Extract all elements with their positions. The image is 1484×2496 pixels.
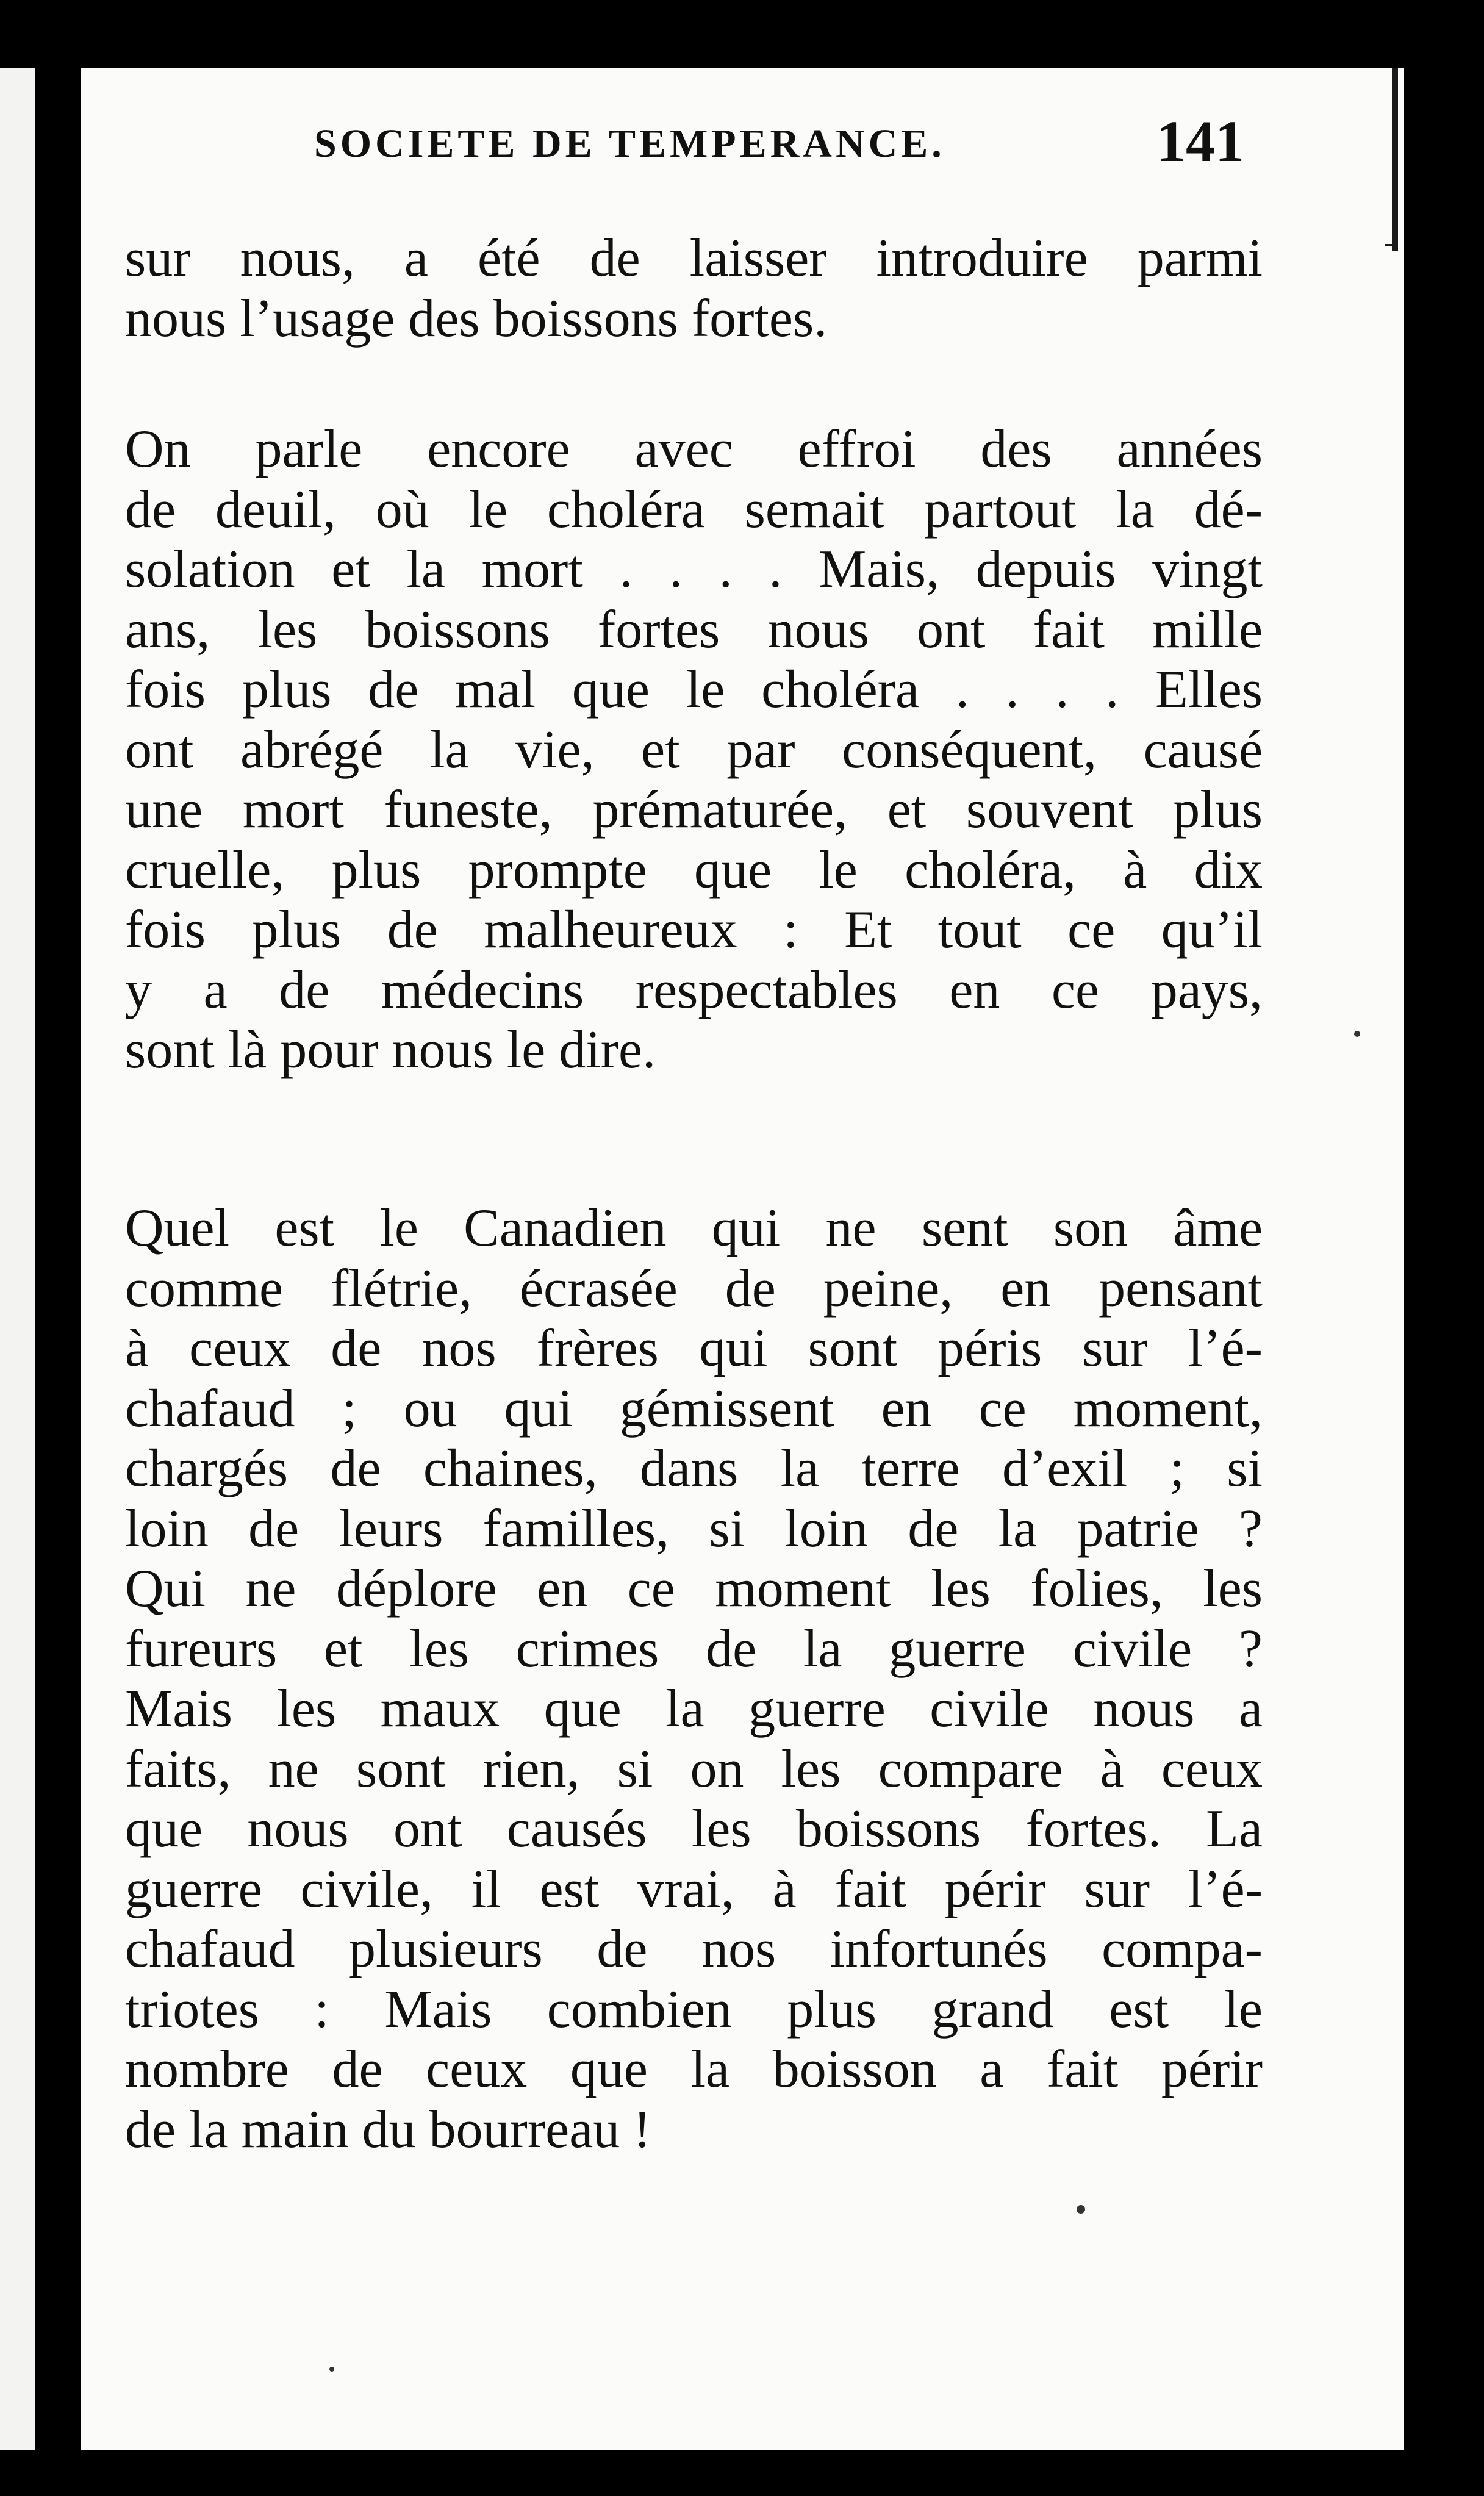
page-left-margin (0, 68, 35, 2450)
ink-speck (329, 2367, 334, 2372)
ink-speck (1077, 2205, 1085, 2214)
text-line: fois plus de malheureux : Et tout ce qu’il (125, 900, 1263, 959)
text-line: Quel est le Canadien qui ne sent son âme (125, 1199, 1263, 1258)
page-header (238, 109, 1263, 177)
text-line: que nous ont causés les boissons fortes. La (125, 1799, 1263, 1859)
paragraph-3 (125, 1199, 1263, 2160)
text-line: de deuil, où le choléra semait partout la dé- (125, 479, 1263, 539)
text-line: cruelle, plus prompte que le choléra, à dix (125, 840, 1263, 900)
text-line: solation et la mort . . . . Mais, depuis vingt (125, 540, 1263, 599)
text-line: une mort funeste, prématurée, et souvent plus (125, 780, 1263, 839)
page-edge-tick (1385, 244, 1398, 246)
text-line: loin de leurs familles, si loin de la patrie ? (125, 1499, 1263, 1558)
text-line: nombre de ceux que la boisson a fait périr (125, 2040, 1263, 2099)
text-line: ans, les boissons fortes nous ont fait mille (125, 600, 1263, 659)
text-line: sont là pour nous le dire. (125, 1020, 656, 1080)
text-line: à ceux de nos frères qui sont péris sur l’é- (125, 1319, 1263, 1378)
running-head: SOCIETE DE TEMPERANCE. (314, 121, 945, 166)
text-line: chafaud plusieurs de nos infortunés compa- (125, 1920, 1263, 1979)
text-line: faits, ne sont rien, si on les compare à ceux (125, 1739, 1263, 1799)
text-line: fureurs et les crimes de la guerre civile ? (125, 1619, 1263, 1679)
paragraph-2 (125, 420, 1263, 1081)
text-line: y a de médecins respectables en ce pays, (125, 960, 1263, 1020)
text-line: fois plus de mal que le choléra . . . . Elles (125, 660, 1263, 719)
text-line: ont abrégé la vie, et par conséquent, causé (125, 720, 1263, 780)
text-line: Qui ne déplore en ce moment les folies, les (125, 1559, 1263, 1618)
ink-speck (1354, 1031, 1360, 1037)
page-number: 141 (1156, 109, 1244, 174)
text-line: Mais les maux que la guerre civile nous a (125, 1679, 1263, 1738)
text-line: de la main du bourreau ! (125, 2100, 651, 2159)
text-line: guerre civile, il est vrai, à fait périr sur l’é- (125, 1859, 1263, 1919)
text-line: nous l’usage des boissons fortes. (125, 289, 828, 348)
text-line: sur nous, a été de laisser introduire parmi (125, 229, 1263, 288)
text-line: chargés de chaines, dans la terre d’exil ; si (125, 1439, 1263, 1498)
text-line: On parle encore avec effroi des années (125, 420, 1263, 479)
text-line: chafaud ; ou qui gémissent en ce moment, (125, 1379, 1263, 1438)
text-line: triotes : Mais combien plus grand est le (125, 1979, 1263, 2039)
page-edge-rule (1392, 68, 1398, 251)
paragraph-1 (125, 229, 1263, 349)
text-line: comme flétrie, écrasée de peine, en pensant (125, 1258, 1263, 1318)
